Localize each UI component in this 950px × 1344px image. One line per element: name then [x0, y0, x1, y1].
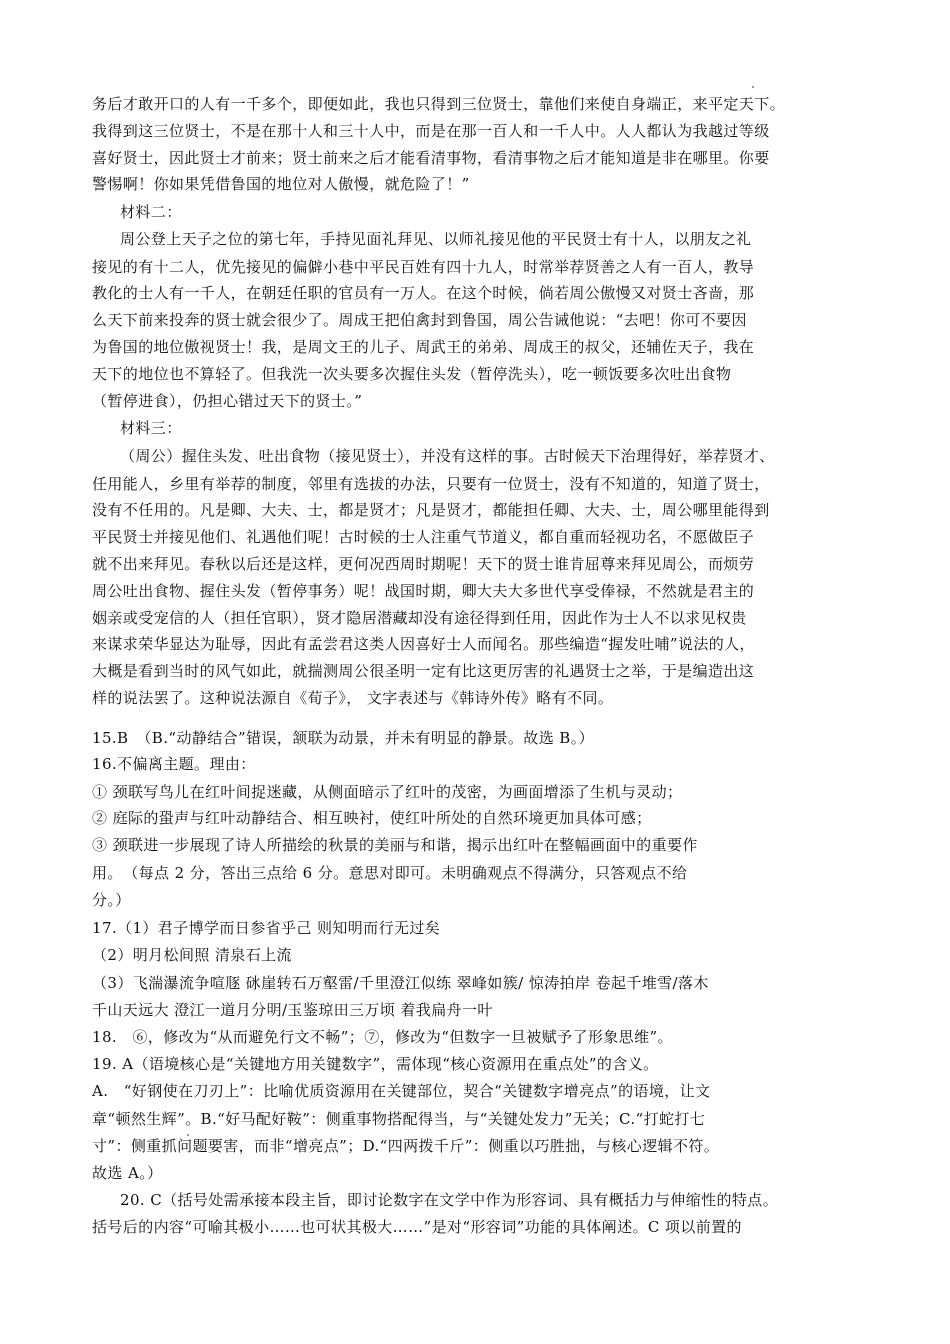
- passage-line: 接见的有十二人，优先接见的偏僻小巷中平民百姓有四十九人，时常举荐贤善之人有一百人，教导: [92, 258, 755, 276]
- passage-line: （周公）握住头发、吐出食物（接见贤士），并没有这样的事。古时候天下治理得好，举荐贤才、: [120, 447, 775, 465]
- passage-line: 没有不任用的。凡是卿、大夫、士，都是贤才；凡是贤才，都能担任卿、大夫、士，周公哪里能得到: [92, 501, 770, 519]
- passage-line: 教化的士人有一千人，在朝廷任职的官员有一万人。在这个时候，倘若周公傲慢又对贤士吝啬，那: [92, 284, 755, 302]
- passage-line: 样的说法罢了。这种说法源自《荀子》， 文字表述与《韩诗外传》略有不同。: [92, 689, 614, 707]
- passage-line: 喜好贤士，因此贤士才前来；贤士前来之后才能看清事物，看清事物之后才能知道是非在哪里。你要: [92, 149, 770, 167]
- passage-line: 么天下前来投奔的贤士就会很少了。周成王把伯禽封到鲁国，周公告诫他说：“去吧！你可不要因: [92, 311, 747, 329]
- answer-line: 括号后的内容“可喻其极小……也可状其极大……”是对“形容词”功能的具体阐述。C 项以前置的: [92, 1218, 742, 1236]
- answer-line: 寸”：侧重抓问题要害，而非“增亮点”；D.“四两拨千斤”：侧重以巧胜拙，与核心逻辑不符。: [92, 1137, 720, 1155]
- passage-line: 任用能人，乡里有举荐的制度，邻里有选拔的办法，只要有一位贤士，没有不知道的，知道了贤士，: [92, 475, 770, 493]
- passage-line: 平民贤士并接见他们、礼遇他们呢！古时候的士人注重气节道义，都自重而轻视功名，不愿做臣子: [92, 528, 755, 546]
- passage-line: 来谋求荣华显达为耻辱，因此有孟尝君这类人因喜好士人而闻名。那些编造“握发吐哺”说法的人，: [92, 635, 755, 653]
- passage-line: 周公吐出食物、握住头发（暂停事务）呢！战国时期，卿大夫大多世代享受俸禄，不然就是君主的: [92, 582, 755, 600]
- answer-line: 17.（1）君子博学而日参省乎己 则知明而行无过矣: [92, 919, 441, 937]
- answer-line: 故选 A。）: [92, 1164, 163, 1182]
- answer-line: （2）明月松间照 清泉石上流: [92, 946, 292, 964]
- passage-line: 我得到这三位贤士，不是在那十人和三十人中，而是在那一百人和一千人中。人人都认为我越过等级: [92, 122, 770, 140]
- answer-line: 千山天远大 澄江一道月分明/玉鉴琼田三万顷 着我扁舟一叶: [92, 1001, 493, 1019]
- passage-line: 周公登上天子之位的第七年，手持见面礼拜见、以师礼接见他的平民贤士有十人，以朋友之礼: [120, 230, 752, 248]
- answer-line: 19. A（语境核心是“关键地方用关键数字”，需体现“核心资源用在重点处”的含义。: [92, 1055, 659, 1073]
- passage-line: 材料二：: [120, 203, 182, 221]
- passage-line: 务后才敢开口的人有一千多个，即便如此，我也只得到三位贤士，靠他们来使自身端正，来平定天下。: [92, 95, 786, 113]
- answer-line: 20. C（括号处需承接本段主旨，即讨论数字在文学中作为形容词、具有概括力与伸缩性的特点。: [120, 1191, 779, 1209]
- passage-line: 就不出来拜见。春秋以后还是这样，更何况西周时期呢！天下的贤士谁肯屈尊来拜见周公，而烦劳: [92, 555, 755, 573]
- answer-line: 章“顿然生辉”。B.“好马配好鞍”：侧重事物搭配得当，与“关键处发力”无关；C.“打蛇打七: [92, 1110, 706, 1128]
- answer-line: A. “好钢使在刀刃上”：比喻优质资源用在关键部位，契合“关键数字增亮点”的语境，让文: [92, 1082, 711, 1100]
- answer-line: 18. ⑥，修改为“从而避免行文不畅”；⑦，修改为“但数字一旦被赋予了形象思维”。: [92, 1028, 673, 1046]
- passage-line: 为鲁国的地位傲视贤士！我，是周文王的儿子、周武王的弟弟、周成王的叔父，还辅佐天子，我在: [92, 338, 755, 356]
- passage-line: 警惕啊！你如果凭借鲁国的地位对人傲慢，就危险了！”: [92, 175, 470, 193]
- answer-line: 16.不偏离主题。理由：: [92, 755, 256, 773]
- passage-line: 姻亲或受宠信的人（担任官职），贤才隐居潜藏却没有途径得到任用，因此作为士人不以求见权贵: [92, 609, 747, 627]
- answer-line: 分。）: [92, 891, 131, 909]
- answer-line: ① 颈联写鸟儿在红叶间捉迷藏，从侧面暗示了红叶的茂密，为画面增添了生机与灵动；: [92, 783, 683, 801]
- answer-line: 15.B （B.“动静结合”错误，颔联为动景，并未有明显的静景。故选 B。）: [92, 729, 594, 747]
- answer-line: ③ 颈联进一步展现了诗人所描绘的秋景的美丽与和谐，揭示出红叶在整幅画面中的重要作: [92, 836, 698, 854]
- answer-line: 用。 （每点 2 分，答出三点给 6 分。意思对即可。未明确观点不得满分，只答观点不给: [92, 864, 688, 882]
- passage-line: 材料三：: [120, 419, 182, 437]
- passage-line: 天下的地位也不算轻了。但我洗一次头要多次握住头发（暂停洗头），吃一顿饭要多次吐出食物: [92, 365, 732, 383]
- answer-line: ② 庭际的蛩声与红叶动静结合、相互映衬，使红叶所处的自然环境更加具体可感；: [92, 809, 652, 827]
- passage-line: 大概是看到当时的风气如此，就揣测周公很圣明一定有比这更厉害的礼遇贤士之举，于是编造出这: [92, 662, 755, 680]
- answer-line: （3）飞湍瀑流争喧豗 砯崖转石万壑雷/千里澄江似练 翠峰如簇/ 惊涛拍岸 卷起千堆雪/落木: [92, 974, 709, 992]
- passage-line: （暂停进食），仍担心错过天下的贤士。”: [92, 392, 363, 410]
- scan-speck: [752, 86, 754, 88]
